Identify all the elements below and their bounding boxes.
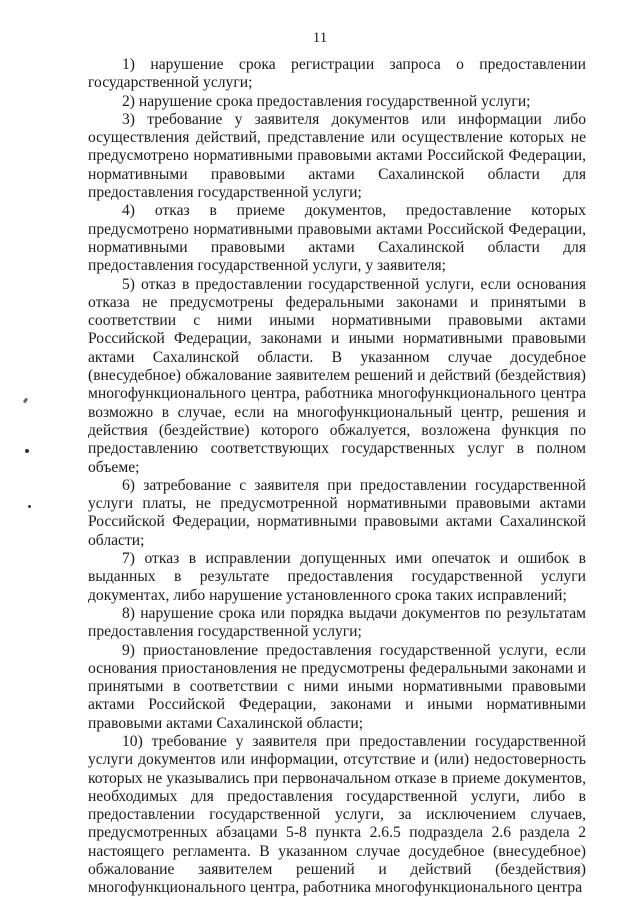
paragraph-6: 6) затребование с заявителя при предоставлении государственной услуги платы, не предусмотренной нормативными правовыми актами Российской Федерации, нормативными правовыми актами Сахалинской области; <box>88 476 586 549</box>
scan-speck <box>25 449 29 453</box>
paragraph-7: 7) отказ в исправлении допущенных ими опечаток и ошибок в выданных в результате предоставления государственной услуги документах, либо нарушение установленного срока таких исправлений; <box>88 550 586 604</box>
scan-speck <box>23 398 28 404</box>
paragraph-2: 2) нарушение срока предоставления государственной услуги; <box>122 92 531 110</box>
paragraph-8: 8) нарушение срока или порядка выдачи документов по результатам предоставления государственной услуги; <box>88 604 586 641</box>
scan-speck <box>28 505 31 508</box>
paragraph-1: 1) нарушение срока регистрации запроса о предоставлении государственной услуги; <box>88 56 586 92</box>
paragraph-4: 4) отказ в приеме документов, предоставление которых предусмотрено нормативными правовыми актами Российской Федерации, нормативными правовыми актами Сахалинской области для предоставления государственной услуги, у заявителя; <box>88 202 586 275</box>
paragraph-5: 5) отказ в предоставлении государственной услуги, если основания отказа не предусмотрены федеральными законами и принятыми в соответствии с ними иными нормативными правовыми актами Российской Федерации, законами и иными нормативными правовыми актами Сахалинской области. В указанном случае досудебное (внесудебное) обжалование заявителем решений и действий (бездействия) многофункционального центра, работника многофункционального центра возможно в случае, если на многофункциональный центр, решения и действия (бездействие) которого обжалуется, возложена функция по предоставлению соответствующих государственных услуг в полном объеме; <box>88 275 586 476</box>
page-number: 11 <box>312 30 328 46</box>
document-body <box>88 56 586 898</box>
paragraph-9: 9) приостановление предоставления государственной услуги, если основания приостановления не предусмотрены федеральными законами и принятыми в соответствии с ними иными нормативными правовыми актами Российской Федерации, законами и иными нормативными правовыми актами Сахалинской области; <box>88 641 586 732</box>
paragraph-3: 3) требование у заявителя документов или информации либо осуществления действий, представление или осуществление которых не предусмотрено нормативными правовыми актами Российской Федерации, нормативными правовыми актами Сахалинской области для предоставления государственной услуги; <box>88 110 586 202</box>
paragraph-10: 10) требование у заявителя при предоставлении государственной услуги документов или информации, отсутствие и (или) недостоверность которых не указывались при первоначальном отказе в приеме документов, необходимых для предоставления государственной услуги, либо в предоставлении государственной услуги, за исключением случаев, предусмотренных абзацами 5-8 пункта 2.6.5 подраздела 2.6 раздела 2 настоящего регламента. В указанном случае досудебное (внесудебное) обжалование заявителем решений и действий (бездействия) многофункционального центра, работника многофункционального центра <box>88 732 586 897</box>
